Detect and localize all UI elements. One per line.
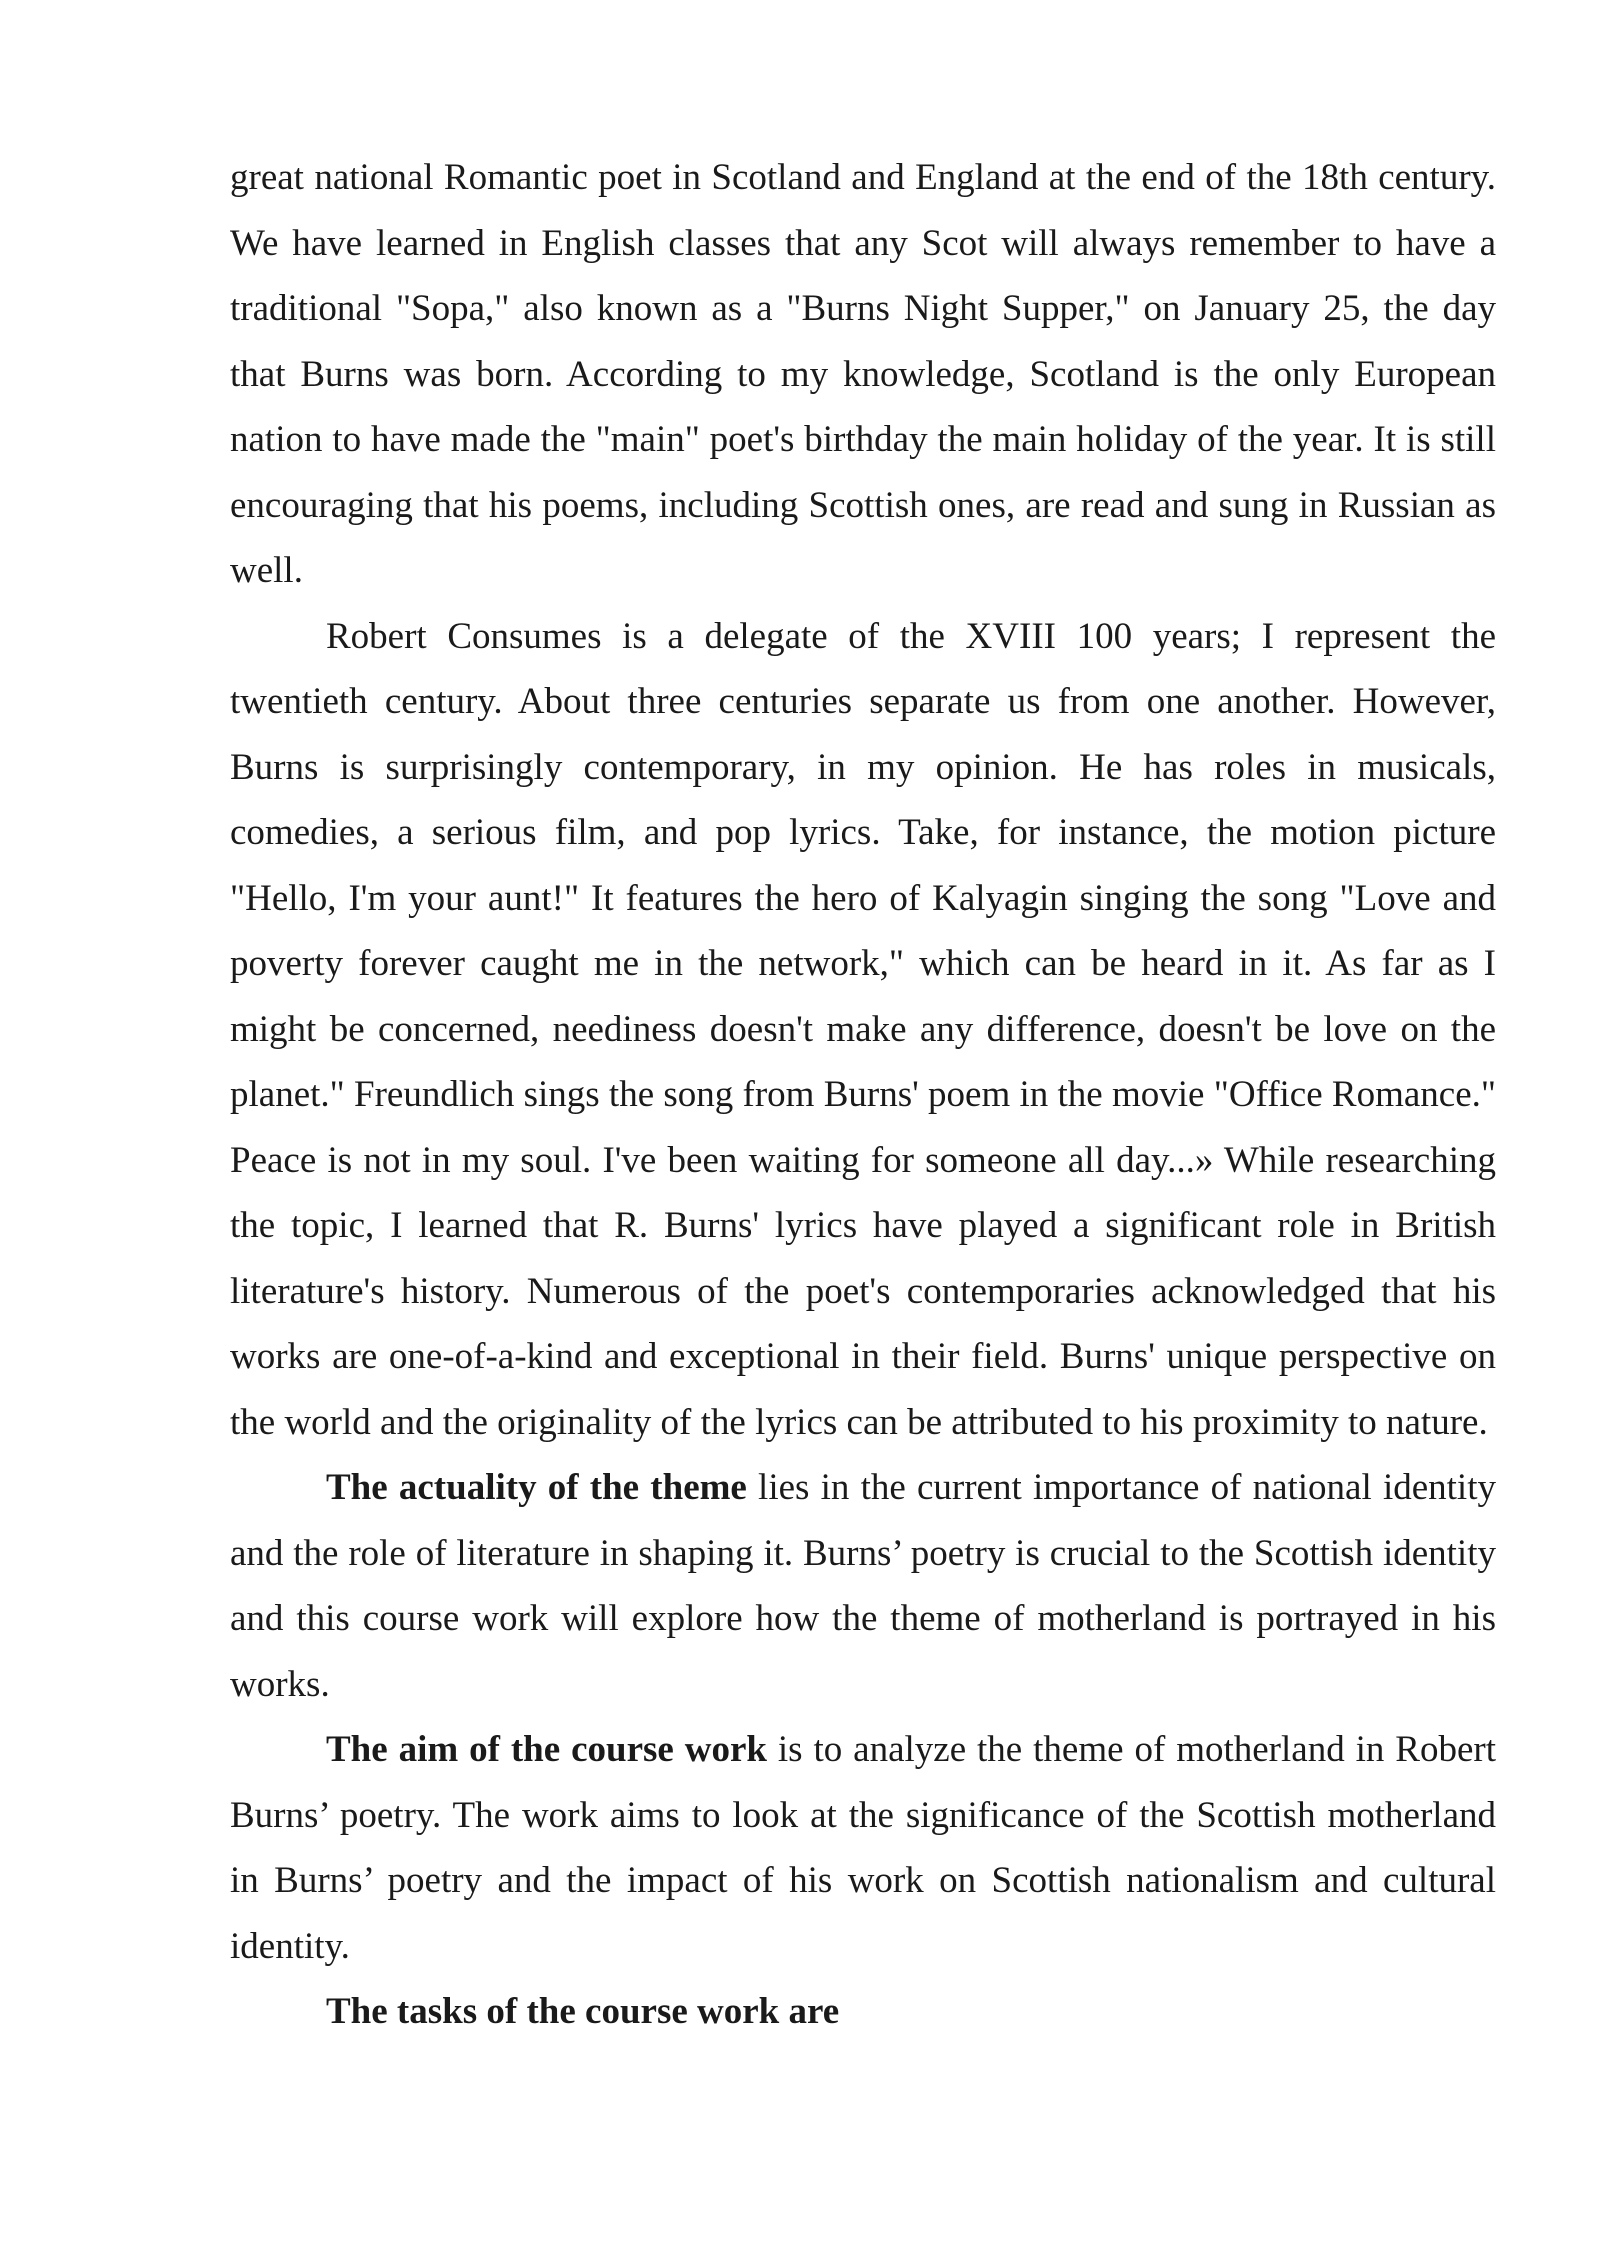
paragraph-burns-intro — [230, 145, 1496, 604]
document-page — [230, 145, 1496, 2045]
aim-heading: The aim of the course work — [326, 1729, 767, 1770]
paragraph-tasks — [230, 1979, 1496, 2045]
actuality-heading: The actuality of the theme — [326, 1467, 747, 1508]
paragraph-text: is to analyze the theme of motherland in Robert Burns’ poetry. The work aims to look at the significance of the Scottish motherland in Burns’ poetry and the impact of his work on Scottish nationalism and cultural identity. — [230, 1729, 1497, 1967]
tasks-heading: The tasks of the course work are — [326, 1991, 840, 2032]
paragraph-text: lies in the current importance of national identity and the role of literature in shaping it. Burns’ poetry is crucial to the Scottish identity and this course work will explore how the theme of motherland is portrayed in his works. — [230, 1467, 1496, 1705]
paragraph-text: great national Romantic poet in Scotland and England at the end of the 18th century. We have learned in English classes that any Scot will always remember to have a traditional "Sopa," also known as a "Burns Night Supper," on January 25, the day that Burns was born. According to my knowledge, Scotland is the only European nation to have made the "main" poet's birthday the main holiday of the year. It is still encouraging that his poems, including Scottish ones, are read and sung in Russian as well. — [230, 157, 1496, 591]
paragraph-burns-contemporary — [230, 604, 1496, 1456]
paragraph-text: Robert Consumes is a delegate of the XVIII 100 years; I represent the twentieth century. About three centuries separate us from one another. However, Burns is surprisingly contemporary, in my opinion. He has roles in musicals, comedies, a serious film, and pop lyrics. Take, for instance, the motion picture "Hello, I'm your aunt!" It features the hero of Kalyagin singing the song "Love and poverty forever caught me in the network," which can be heard in it. As far as I might be concerned, neediness doesn't make any difference, doesn't be love on the planet." Freundlich sings the song from Burns' poem in the movie "Office Romance." Peace is not in my soul. I've been waiting for someone all day...» While researching the topic, I learned that R. Burns' lyrics have played a significant role in British literature's history. Numerous of the poet's contemporaries acknowledged that his works are one-of-a-kind and exceptional in their field. Burns' unique perspective on the world and the originality of the lyrics can be attributed to his proximity to nature. — [230, 615, 1496, 1443]
paragraph-actuality — [230, 1455, 1496, 1717]
paragraph-aim — [230, 1717, 1496, 1979]
